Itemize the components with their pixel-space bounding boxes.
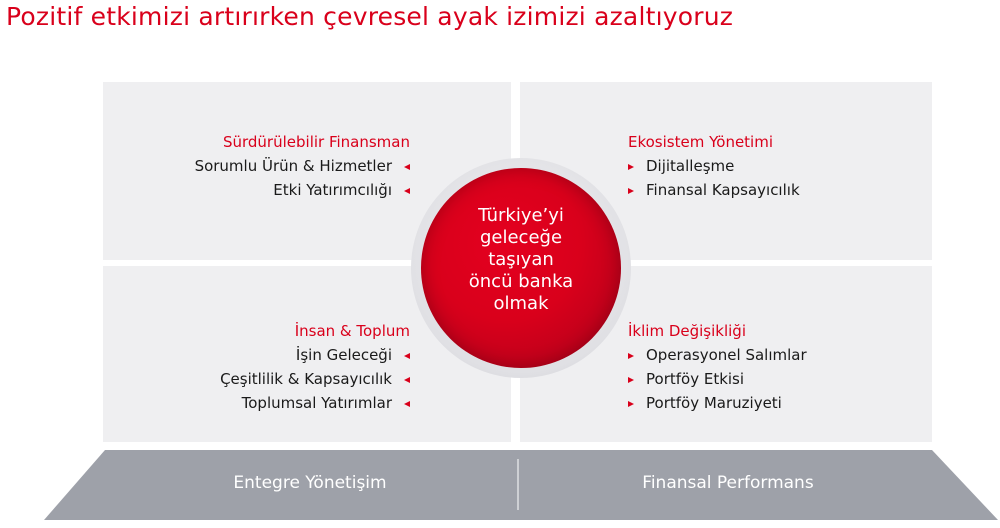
list-item: Toplumsal Yatırımlar xyxy=(220,391,410,415)
quadrant-heading: Ekosistem Yönetimi xyxy=(628,133,774,151)
page-title: Pozitif etkimizi artırırken çevresel ayak izimizi azaltıyoruz xyxy=(6,2,734,31)
list-item: Sorumlu Ürün & Hizmetler xyxy=(195,154,410,178)
list-item: Etki Yatırımcılığı xyxy=(195,178,410,202)
people-society-block xyxy=(220,319,410,415)
ecosystem-management-block xyxy=(628,130,800,202)
list-item: Portföy Maruziyeti xyxy=(628,391,807,415)
center-line: taşıyan xyxy=(488,249,554,270)
triangle-left-icon xyxy=(404,188,410,194)
list-item: Çeşitlilik & Kapsayıcılık xyxy=(220,367,410,391)
list-item: Portföy Etkisi xyxy=(628,367,807,391)
sustainable-finance-block xyxy=(195,130,410,202)
triangle-right-icon xyxy=(628,164,634,170)
center-line: geleceğe xyxy=(479,227,563,248)
quadrant-heading: İnsan & Toplum xyxy=(294,322,410,340)
list-item: Operasyonel Salımlar xyxy=(628,343,807,367)
base-label-financial-performance: Finansal Performans xyxy=(642,473,814,493)
quadrant-heading: İklim Değişikliği xyxy=(628,322,746,340)
base-label-integrated-governance: Entegre Yönetişim xyxy=(233,473,387,493)
quadrant-heading: Sürdürülebilir Finansman xyxy=(222,133,410,151)
triangle-left-icon xyxy=(404,377,410,383)
triangle-left-icon xyxy=(404,164,410,170)
triangle-right-icon xyxy=(628,377,634,383)
center-circle-text xyxy=(421,205,621,315)
list-item: İşin Geleceği xyxy=(220,343,410,367)
climate-change-block xyxy=(628,319,807,415)
center-line: Türkiye’yi xyxy=(478,205,564,226)
triangle-right-icon xyxy=(628,353,634,359)
center-line: olmak xyxy=(493,293,549,314)
center-line: öncü banka xyxy=(468,271,574,292)
triangle-left-icon xyxy=(404,401,410,407)
triangle-left-icon xyxy=(404,353,410,359)
list-item: Dijitalleşme xyxy=(628,154,800,178)
triangle-right-icon xyxy=(628,188,634,194)
triangle-right-icon xyxy=(628,401,634,407)
list-item: Finansal Kapsayıcılık xyxy=(628,178,800,202)
